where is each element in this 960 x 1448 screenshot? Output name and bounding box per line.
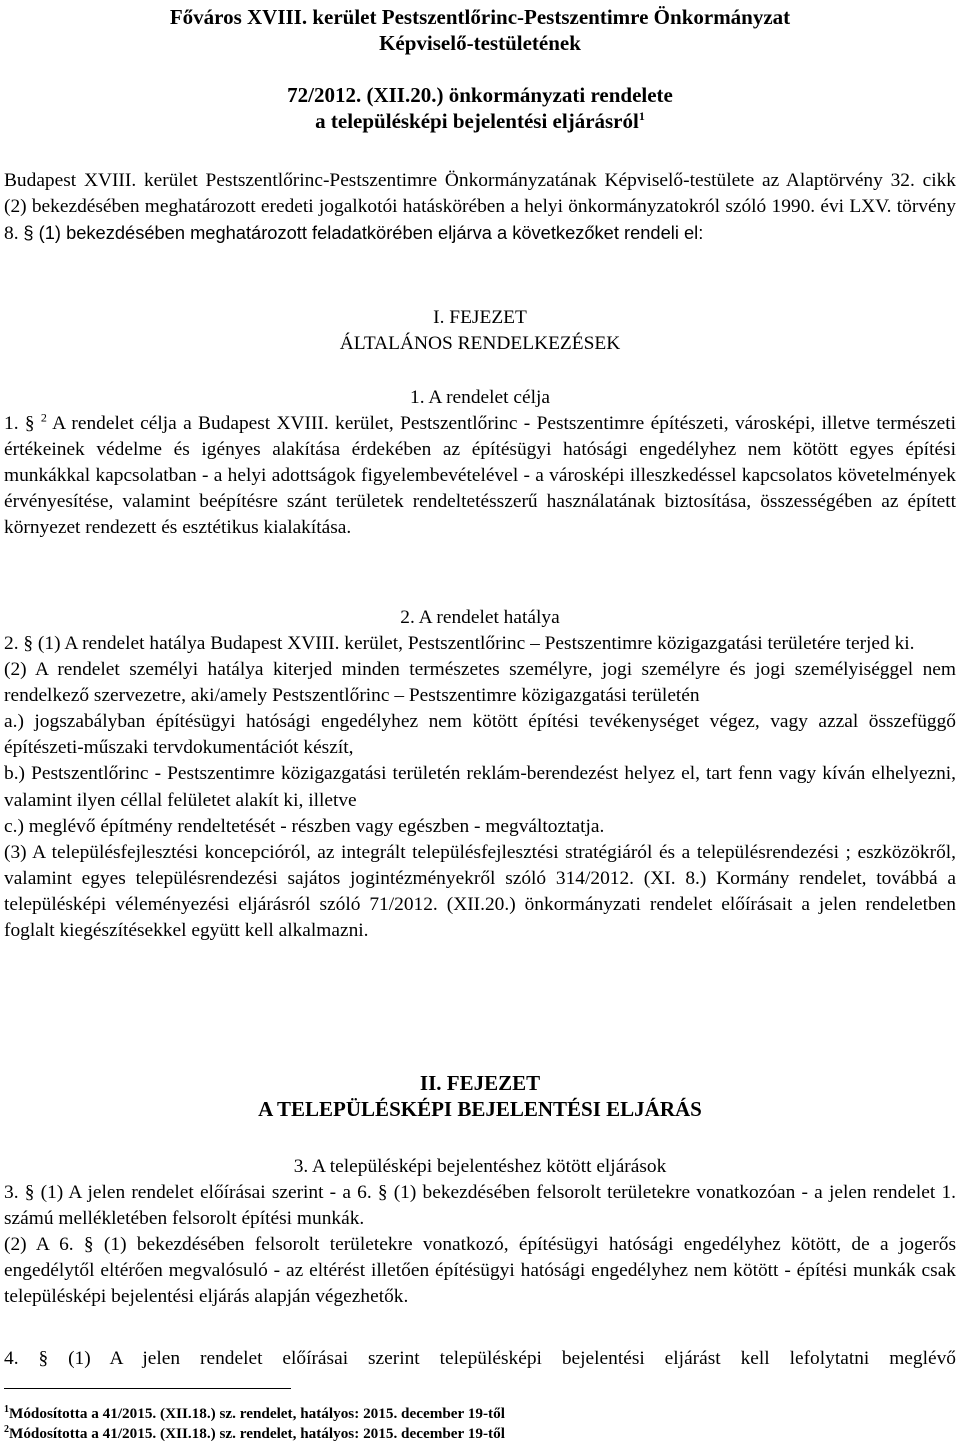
footnote-separator bbox=[4, 1388, 291, 1389]
issuer-line: Főváros XVIII. kerület Pestszentlőrinc-Pestszentimre Önkormányzat bbox=[169, 5, 791, 29]
document-header bbox=[4, 4, 956, 134]
section-2-title: 2. A rendelet hatálya bbox=[400, 607, 560, 628]
chapter-2-number: II. FEJEZET bbox=[419, 1071, 541, 1095]
footnote-1-number: 1 bbox=[4, 1403, 9, 1415]
section-3-body bbox=[4, 1180, 956, 1310]
preamble bbox=[4, 168, 956, 247]
section-3-paragraph-1: 3. § (1) A jelen rendelet előírásai szerint - a 6. § (1) bekezdésében felsorolt területekre vonatkozóan - a jelen rendelet 1. számú mellékletében felsorolt építési munkák. bbox=[4, 1182, 956, 1230]
footnote-2 bbox=[4, 1424, 956, 1444]
chapter-1-number: I. FEJEZET bbox=[433, 307, 527, 328]
section-2-paragraph-2: (2) A rendelet személyi hatálya kiterjed minden természetes személyre, jogi személyre és jogi személyiséggel nem rendelkező szervezetre, aki/amely Pestszentlőrinc – Pestszentimre közigazgatási területén bbox=[4, 659, 956, 707]
section-1-text: A rendelet célja a Budapest XVIII. kerület, Pestszentlőrinc - Pestszentimre építészeti, városképi, illetve természeti értékeinek védelme és igényes alakítása érdekében az építésügyi hatósági engedélyhez nem kötött egyes építési munkákkal kapcsolatban - a helyi adottságok figyelembevételével - a városképi illeszkedéssel kapcsolatos követelmények érvényesítése, valamint beépítésre szánt területek rendeltetésszerű használatának biztosítása, összességében az épített környezet rendezett és esztétikus kialakítása. bbox=[4, 413, 956, 539]
section-3-title: 3. A településképi bejelentéshez kötött eljárások bbox=[293, 1156, 667, 1177]
section-2-item-a: a.) jogszabályban építésügyi hatósági engedélyhez nem kötött építési tevékenységet végez, vagy azzal összefüggő építészeti-műszaki tervdokumentációt készít, bbox=[4, 711, 956, 759]
chapter-1-heading bbox=[4, 305, 956, 357]
preamble-text-cont: § (1) bekezdésében meghatározott feladatkörében eljárva a következőket rendeli el: bbox=[23, 222, 704, 244]
issuer-body-line: Képviselő-testületének bbox=[379, 31, 581, 55]
chapter-1-title: ÁLTALÁNOS RENDELKEZÉSEK bbox=[339, 333, 621, 355]
footnote-1 bbox=[4, 1404, 956, 1424]
section-1-prefix: 1. § bbox=[4, 413, 35, 434]
preamble-text: Budapest XVIII. kerület Pestszentlőrinc-Pestszentimre Önkormányzatának Képviselő-testülete az Alaptörvény 32. cikk (2) bekezdésében meghatározott eredeti jogalkotói hatáskörében a helyi önkormányzatokról szóló 1990. évi LXV. törvény 8. bbox=[4, 170, 956, 245]
section-4-paragraph-1: 4. § (1) A jelen rendelet előírásai szerint településképi bejelentési eljárást kell lefolytatni meglévő bbox=[4, 1348, 956, 1369]
footnote-1-text: Módosította a 41/2015. (XII.18.) sz. rendelet, hatályos: 2015. december 19-től bbox=[9, 1405, 505, 1422]
section-1-title: 1. A rendelet célja bbox=[410, 387, 550, 408]
section-2-item-b: b.) Pestszentlőrinc - Pestszentimre közigazgatási területén reklám-berendezést helyez el, tart fenn vagy kíván elhelyezni, valamint ilyen céllal felületet alakít ki, illetve bbox=[4, 763, 956, 811]
section-1-paragraph bbox=[4, 411, 956, 541]
section-2-body bbox=[4, 631, 956, 944]
decree-title bbox=[4, 108, 956, 134]
footnote-2-number: 2 bbox=[4, 1423, 9, 1435]
footnote-ref-2: 2 bbox=[40, 410, 47, 425]
decree-number: 72/2012. (XII.20.) önkormányzati rendelete bbox=[287, 83, 673, 107]
footnote-2-text: Módosította a 41/2015. (XII.18.) sz. rendelet, hatályos: 2015. december 19-től bbox=[9, 1425, 505, 1442]
section-2-paragraph-1: 2. § (1) A rendelet hatálya Budapest XVIII. kerület, Pestszentlőrinc – Pestszentimre közigazgatási területére terjed ki. bbox=[4, 633, 915, 654]
decree-title-text: a településképi bejelentési eljárásról bbox=[315, 109, 639, 133]
chapter-2-title: A TELEPÜLÉSKÉPI BEJELENTÉSI ELJÁRÁS bbox=[258, 1097, 702, 1121]
footnote-ref-1: 1 bbox=[638, 109, 645, 123]
section-2-paragraph-3: (3) A településfejlesztési koncepcióról, az integrált településfejlesztési stratégiáról és a településrendezési ; eszközökről, valamint egyes településrendezési sajátos jogintézményekről szóló 314/2012. (XI. 8.) Kormány rendelet, továbbá a településképi véleményezési eljárásról szóló 71/2012. (XII.20.) önkormányzati rendelet előírásait a jelen rendeletben foglalt kiegészítésekkel együtt kell alkalmazni. bbox=[4, 841, 956, 942]
chapter-2-heading bbox=[4, 1070, 956, 1122]
section-2-item-c: c.) meglévő építmény rendeltetését - részben vagy egészben - megváltoztatja. bbox=[4, 815, 605, 837]
section-3-paragraph-2: (2) A 6. § (1) bekezdésében felsorolt területekre vonatkozó, építésügyi hatósági engedélyhez kötött, de a jogerős engedélytől eltérően megvalósuló - az eltérést illetően építésügyi hatósági engedélyhez nem kötött - építési munkák csak településképi bejelentési eljárás alapján végezhetők. bbox=[4, 1234, 956, 1308]
